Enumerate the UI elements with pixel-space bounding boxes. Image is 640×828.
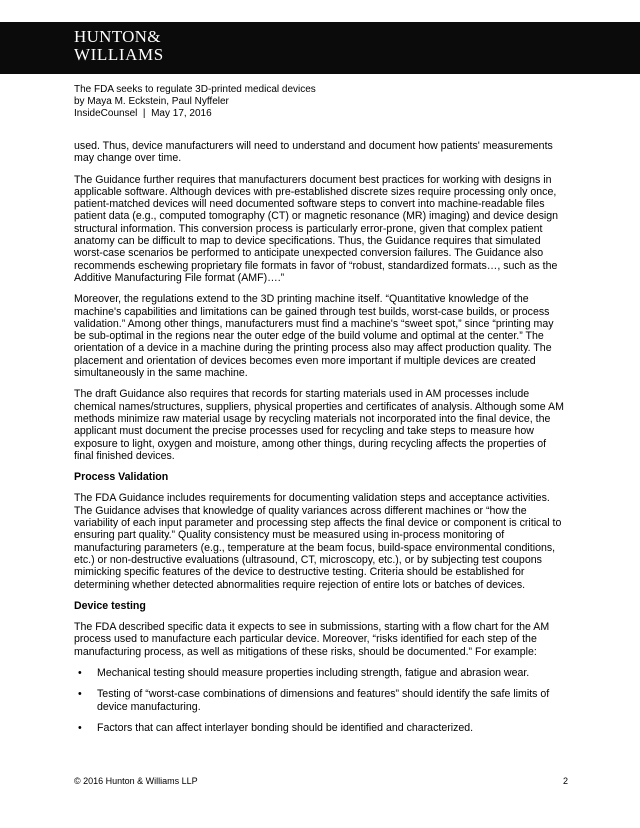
section-heading-process-validation: Process Validation [74, 471, 169, 484]
logo-line-1: HUNTON& [74, 27, 161, 46]
paragraph: The FDA described specific data it expects to see in submissions, starting with a flow chart for the AM process used to manufacture each particular device. Moreover, “risks identified for each step of the manufacturing process, as well as mitigations of these risks, should be documented.” For example: [74, 621, 550, 658]
article-body [74, 140, 568, 743]
article-meta [74, 84, 316, 120]
logo-line-2: WILLIAMS [74, 45, 164, 64]
header-banner [0, 22, 640, 74]
bullet-list [74, 667, 568, 734]
article-authors: by Maya M. Eckstein, Paul Nyffeler [74, 96, 229, 107]
paragraph: The FDA Guidance includes requirements for documenting validation steps and acceptance activities. The Guidance advises that knowledge of quality variances across different machines or “how the variability of each input parameter and processing step affects the final device or component is critical to ensuring part quality.” Quality consistency must be measured using in-process monitoring of manufacturing parameters (e.g., temperature at the beam focus, build-space environmental conditions, etc.) or non-destructive evaluations (ultrasound, CT, microscopy, etc.), or by subjecting test coupons mimicking specific features of the device to destructive testing. Criteria should be established for determining whether detected abnormalities require rejection of entire lots or batches of devices. [74, 492, 562, 591]
page-number: 2 [562, 776, 568, 786]
list-item-text: Testing of “worst-case combinations of dimensions and features” should identify the safe limits of device manufacturing. [97, 688, 550, 713]
article-title: The FDA seeks to regulate 3D-printed medical devices [74, 84, 316, 95]
list-item [74, 722, 568, 734]
section-heading-device-testing: Device testing [74, 599, 146, 612]
paragraph: Moreover, the regulations extend to the 3D printing machine itself. “Quantitative knowledge of the machine's capabilities and limitations can be gained through test builds, worst-case builds, or process validation.” Among other things, manufacturers must find a machine's “sweet spot,” since “printing may be sub-optimal in the regions near the outer edge of the build volume and optimal at the center.” The orientation of a device in a machine during the printing process also may affect production quality. The placement and orientation of devices becomes even more important if multiple devices are created simultaneously in the same machine. [74, 293, 554, 380]
list-item-text: Mechanical testing should measure properties including strength, fatigue and abrasion wear. [97, 666, 530, 679]
list-item-text: Factors that can affect interlayer bonding should be identified and characterized. [97, 721, 474, 734]
bullet-icon: • [78, 666, 82, 679]
paragraph: The draft Guidance also requires that records for starting materials used in AM processes include chemical names/structures, suppliers, physical properties and certificates of analysis. Although some AM methods minimize raw material usage by recycling materials not incorporated into the final device, the applicant must document the precise processes used for recycling and take steps to measure how exposure to light, oxygen and moisture, among other things, during recycling affects the properties of final finished devices. [74, 388, 564, 462]
footer-copyright: © 2016 Hunton & Williams LLP [74, 776, 198, 786]
bullet-icon: • [78, 688, 82, 701]
page-footer [74, 776, 568, 786]
paragraph: The Guidance further requires that manufacturers document best practices for working with designs in applicable software. Although devices with pre-established discrete sizes require processing only once, patient-matched devices will need documented software steps to convert into machine-readable files patient data (e.g., computed tomography (CT) or magnetic resonance (MR) imaging) and device design structural information. This conversion process is particularly error-prone, given that complex patient anatomy can be difficult to map to device specifications. Thus, the Guidance requires that simulated worst-case scenarios be performed to anticipate unexpected conversion failures. The Guidance also recommends eschewing proprietary file formats in favor of “robust, standardized formats…, such as the Additive Manufacturing File format (AMF)….” [74, 173, 559, 284]
article-source: InsideCounsel | May 17, 2016 [74, 108, 212, 119]
paragraph: used. Thus, device manufacturers will need to understand and document how patients' measurements may change over time. [74, 140, 553, 165]
list-item [74, 667, 568, 679]
bullet-icon: • [78, 721, 82, 734]
firm-logo [74, 28, 164, 64]
list-item [74, 688, 568, 713]
